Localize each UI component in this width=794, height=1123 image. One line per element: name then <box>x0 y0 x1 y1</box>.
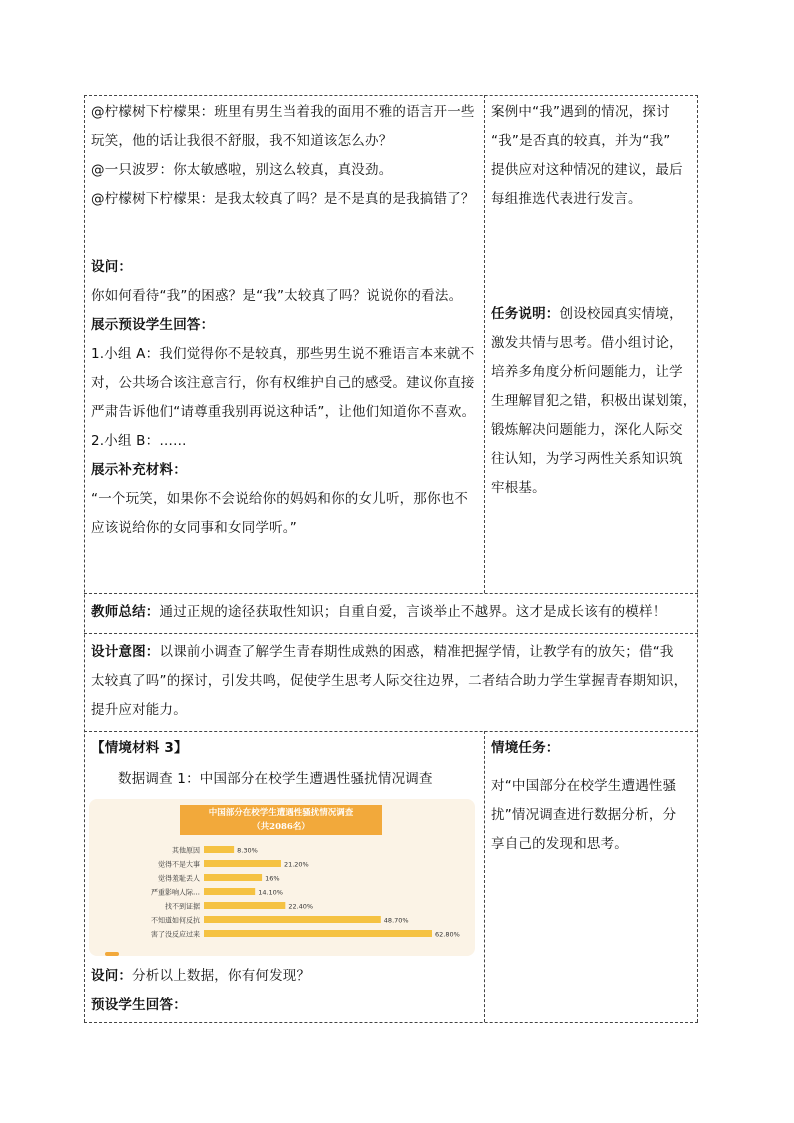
design-text: 以课前小调查了解学生青春期性成熟的困惑，精准把握学情，让教学有的放矢；借“我 <box>159 644 674 660</box>
chart-bar <box>204 846 234 853</box>
task-description-line: 牢根基。 <box>491 480 546 496</box>
answer-line: 2.小组 B：…… <box>91 433 187 449</box>
dialogue-line: @一只波罗：你太敏感啦，别这么较真，真没劲。 <box>91 162 393 178</box>
dialogue-line: @柠檬树下柠檬果：是我太较真了吗？是不是真的是我搞错了？ <box>91 191 475 207</box>
design-line: 太较真了吗”的探讨，引发共鸣，促使学生思考人际交往边界，二者结合助力学生掌握青春期知识， <box>91 673 688 689</box>
dialogue-line: 玩笑，他的话让我很不舒服，我不知道该怎么办？ <box>91 133 393 149</box>
task-line: 案例中“我”遇到的情况，探讨 <box>491 104 670 120</box>
chart-category-label: 不知道如何反抗 <box>151 916 200 925</box>
case-dialogue <box>91 98 475 214</box>
survey-chart <box>89 799 475 956</box>
scenario-task-body <box>491 772 676 859</box>
preset-answer-label: 展示预设学生回答： <box>91 317 215 333</box>
chart-corner-decoration <box>105 952 119 956</box>
chart-value-label: 21.20% <box>283 860 309 869</box>
answer-line: 对，公共场合该注意言行，你有权维护自己的感受。建议你直接 <box>91 375 475 391</box>
question-text: 分析以上数据，你有何发现？ <box>132 968 311 984</box>
supplement-line: 应该说给你的女同事和女同学听。” <box>91 520 297 536</box>
column-divider <box>484 95 485 593</box>
task-description-text: 创设校园真实情境， <box>559 306 683 322</box>
answer-line: 严肃告诉他们“请尊重我别再说这种话”，让他们知道你不喜欢。 <box>91 404 476 420</box>
task-line: 提供应对这种情况的建议，最后 <box>491 162 683 178</box>
chart-category-label: 觉得羞耻丢人 <box>158 874 200 883</box>
design-label: 设计意图： <box>91 644 160 660</box>
chart-bar <box>204 874 262 881</box>
survey-title-text: 数据调查 1：中国部分在校学生遭遇性骚扰情况调查 <box>118 771 433 787</box>
chart-subtitle: （共2086名） <box>252 822 310 832</box>
table-divider <box>84 633 698 634</box>
survey-title <box>118 765 433 794</box>
question-label: 设问： <box>91 968 133 984</box>
design-line: 提升应对能力。 <box>91 702 187 718</box>
task-line: 每组推选代表进行发言。 <box>491 191 642 207</box>
table-divider <box>84 593 698 594</box>
task-description-label: 任务说明： <box>491 306 560 322</box>
design-intent <box>91 638 687 725</box>
scenario-task-label: 情境任务： <box>491 740 560 756</box>
task-description-line: 锻炼解决问题能力，深化人际交 <box>491 422 683 438</box>
chart-value-label: 16% <box>265 874 280 883</box>
task-description-line: 生理解冒犯之错，积极出谋划策， <box>491 393 697 409</box>
table-border-left <box>84 95 85 1022</box>
table-border-bottom <box>84 1022 698 1023</box>
chart-category-label: 其他原因 <box>172 846 200 855</box>
chart-category-label: 严重影响人际… <box>151 888 200 897</box>
chart-bar <box>204 888 255 895</box>
chart-value-label: 48.70% <box>383 916 409 925</box>
question-label: 设问： <box>91 259 133 275</box>
chart-value-label: 62.80% <box>435 930 460 939</box>
chart-bar <box>204 902 285 909</box>
chart-value-label: 22.40% <box>288 902 314 911</box>
task-description <box>491 300 697 503</box>
chart-category-label: 害了没反应过来 <box>151 930 200 939</box>
material-label: 【情境材料 3】 <box>91 740 188 756</box>
task-line: “我”是否真的较真，并为“我” <box>491 133 671 149</box>
task-description-line: 培养多角度分析问题能力，让学 <box>491 364 683 380</box>
scenario-task-line: 对“中国部分在校学生遭遇性骚 <box>491 778 677 794</box>
chart-bar <box>204 916 381 923</box>
scenario-task-line: 享自己的发现和思考。 <box>491 836 628 852</box>
chart-category-label: 找不到证据 <box>165 902 200 911</box>
table-divider <box>84 731 698 732</box>
preset-answer-label: 预设学生回答： <box>91 997 187 1013</box>
chart-bar <box>204 860 281 867</box>
supplement-label: 展示补充材料： <box>91 462 187 478</box>
supplement-line: “一个玩笑，如果你不会说给你的妈妈和你的女儿听，那你也不 <box>91 491 469 507</box>
question-block <box>91 253 475 543</box>
chart-plot <box>89 799 475 956</box>
chart-category-label: 觉得不是大事 <box>158 860 200 869</box>
task-description-line: 往认知，为学习两性关系知识筑 <box>491 451 683 467</box>
scenario-task <box>491 734 560 763</box>
chart-value-label: 8.30% <box>237 846 258 855</box>
group-task <box>491 98 683 214</box>
chart-value-label: 14.10% <box>258 888 283 897</box>
chart-title: 中国部分在校学生遭遇性骚扰情况调查 <box>208 808 354 818</box>
table-border-right <box>697 95 698 1022</box>
question-text: 你如何看待“我”的困惑？是“我”太较真了吗？说说你的看法。 <box>91 288 463 304</box>
material-3 <box>91 734 188 763</box>
dialogue-line: @柠檬树下柠檬果：班里有男生当着我的面用不雅的语言开一些 <box>91 104 475 120</box>
summary-label: 教师总结： <box>91 604 160 620</box>
column-divider <box>484 731 485 1022</box>
teacher-summary <box>91 598 666 627</box>
chart-bar <box>204 930 432 937</box>
table-border-top <box>84 95 698 96</box>
summary-text: 通过正规的途径获取性知识；自重自爱，言谈举止不越界。这才是成长该有的模样！ <box>159 604 667 620</box>
question-block-2 <box>91 962 310 1020</box>
task-description-line: 激发共情与思考。借小组讨论， <box>491 335 683 351</box>
answer-line: 1.小组 A：我们觉得你不是较真，那些男生说不雅语言本来就不 <box>91 346 475 362</box>
scenario-task-line: 扰”情况调查进行数据分析，分 <box>491 807 677 823</box>
